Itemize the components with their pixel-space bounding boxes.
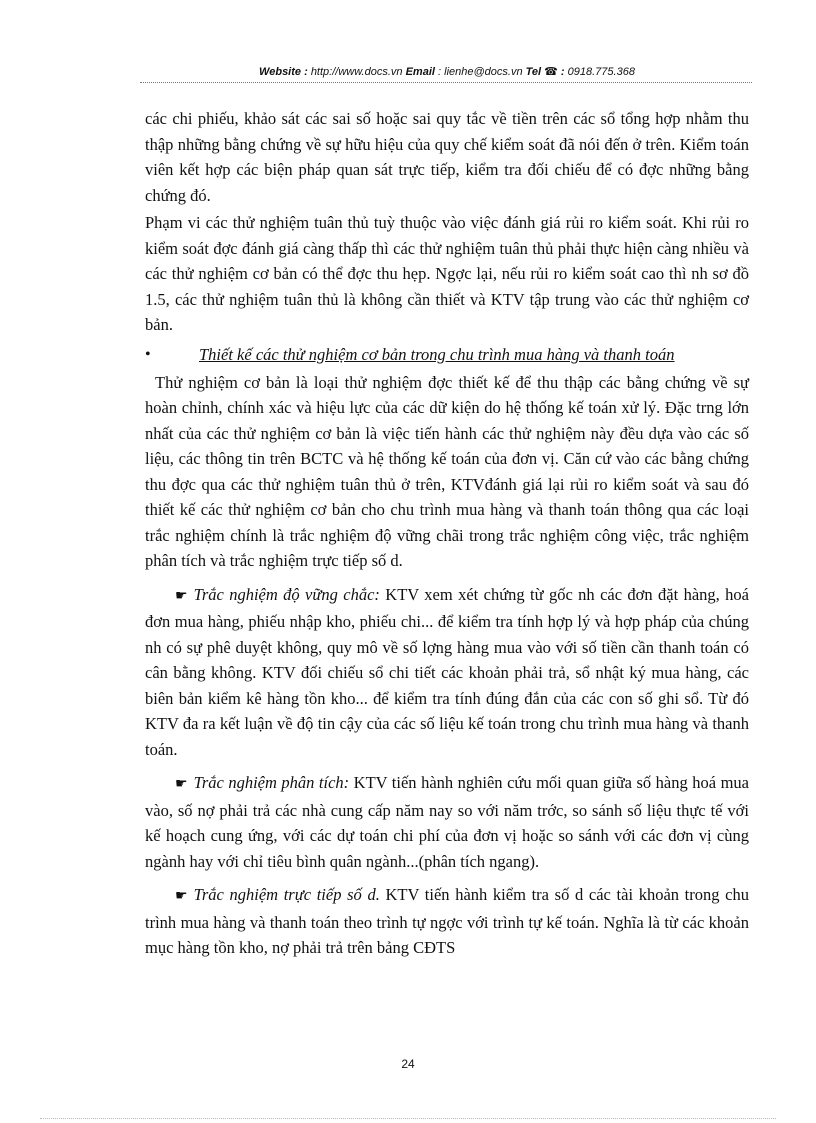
- document-body: [145, 106, 749, 961]
- website-url[interactable]: http://www.docs.vn: [310, 66, 403, 78]
- subsection-text: KTV tiến hành nghiên cứu mối quan giữa số hàng hoá mua vào, số nợ phải trả các nhà cung cấp năm nay so với năm trớc, so sánh số liệu thực tế với kế hoạch cung ứng, với các dự toán chi phí của đơn vị hoặc so sánh với các đơn vị cùng ngành hay với chỉ tiêu bình quân ngành...(phân tích ngang).: [145, 773, 749, 871]
- header-divider: [140, 82, 752, 83]
- bullet-icon: •: [145, 345, 151, 363]
- section-heading: [145, 342, 749, 370]
- tel-number: 0918.775.368: [567, 66, 635, 78]
- subsection-text: KTV tiến hành kiểm tra số d các tài khoản trong chu trình mua hàng và thanh toán theo trình tự ngợc với trình tự kế toán. Nghĩa là từ các khoản mục hàng tồn kho, nợ phải trả trên bảng CĐTS: [145, 885, 749, 957]
- subsection-text: KTV xem xét chứng từ gốc nh các đơn đặt hàng, hoá đơn mua hàng, phiếu nhập kho, phiếu chi... để kiểm tra tính hợp lý và hợp pháp của chúng nh có sự phê duyệt không, quy mô về số lợng hàng mua vào với số tiền cần thanh toán có cân bằng không. KTV đối chiếu sổ chi tiết các khoản phải trả, sổ nhật ký mua hàng, các biên bản kiểm kê hàng tồn kho... để kiểm tra tính đúng đắn của các con số ghi sổ. Từ đó KTV đa ra kết luận về độ tin cậy của các số liệu kế toán trong chu trình mua hàng và thanh toán.: [145, 584, 749, 759]
- footer-divider: [40, 1118, 776, 1119]
- email-address[interactable]: : lienhe@docs.vn: [438, 66, 523, 78]
- paragraph-2: Phạm vi các thử nghiệm tuân thủ tuỳ thuộc vào việc đánh giá rủi ro kiểm soát. Khi rủi ro kiểm soát đợc đánh giá càng thấp thì các thử nghiệm tuân thủ phải thực hiện càng nhiều và các thử nghiệm cơ bản có thể đợc thu hẹp. Ngợc lại, nếu rủi ro kiểm soát cao thì nh sơ đồ 1.5, các thử nghiệm tuân thủ là không cần thiết và KTV tập trung vào các thử nghiệm cơ bản.: [145, 213, 749, 334]
- page-header: [145, 65, 749, 78]
- page-number: 24: [401, 1057, 415, 1071]
- paragraph-1: các chi phiếu, khảo sát các sai số hoặc sai quy tắc về tiền trên các sổ tổng hợp nhằm thu thập những bằng chứng về sự hữu hiệu của quy chế kiểm soát đã nói đến ở trên. Kiểm toán viên kết hợp các biện pháp quan sát trực tiếp, kiểm tra đối chiếu để có đợc những bằng chứng đó.: [145, 109, 749, 205]
- subsection-robustness: [145, 582, 749, 763]
- subsection-analytical: [145, 770, 749, 874]
- subsection-title: Trắc nghiệm trực tiếp số d.: [193, 885, 380, 904]
- pointing-hand-icon: ☛: [175, 889, 188, 904]
- website-label: Website :: [259, 66, 308, 78]
- tel-label: Tel ☎ :: [525, 66, 565, 78]
- email-label: Email: [405, 66, 435, 78]
- pointing-hand-icon: ☛: [175, 777, 188, 792]
- subsection-title: Trắc nghiệm phân tích:: [193, 773, 350, 792]
- pointing-hand-icon: ☛: [175, 588, 188, 604]
- subsection-title: Trắc nghiệm độ vững chắc:: [193, 584, 380, 604]
- subsection-balance-test: [145, 882, 749, 961]
- section-title: Thiết kế các thử nghiệm cơ bản trong chu trình mua hàng và thanh toán: [199, 344, 675, 364]
- paragraph-3: Thử nghiệm cơ bản là loại thử nghiệm đợc thiết kế để thu thập các bằng chứng về sự hoàn chỉnh, chính xác và hiệu lực của các dữ kiện do hệ thống kế toán xử lý. Đặc trng lớn nhất của các thử nghiệm cơ bản là việc tiến hành các thử nghiệm này đều dựa vào các số liệu, các thông tin trên BCTC và hệ thống kế toán của đơn vị. Căn cứ vào các bằng chứng thu đợc qua các thử nghiệm tuân thủ ở trên, KTVđánh giá lại rủi ro kiểm soát và sau đó thiết kế các thử nghiệm cơ bản cho chu trình mua hàng và thanh toán thông qua các loại trắc nghiệm chính là trắc nghiệm độ vững chãi trong trắc nghiệm công việc, trắc nghiệm phân tích và trắc nghiệm trực tiếp số d.: [145, 372, 749, 570]
